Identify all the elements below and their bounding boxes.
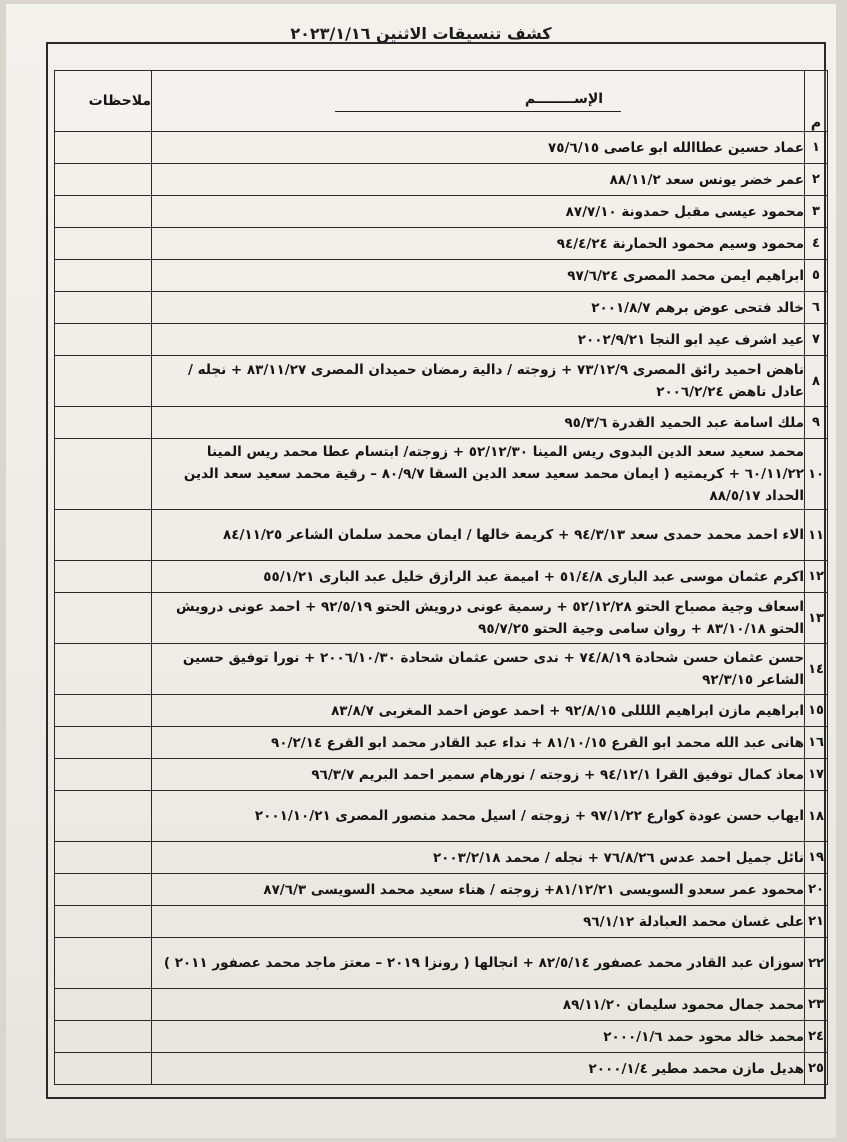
table-row [55, 1053, 828, 1085]
row-name-entry: الاء احمد محمد حمدى سعد ٩٤/٣/١٣ + كريمة خالها / ايمان محمد سلمان الشاعر ٨٤/١١/٢٥ [152, 510, 805, 561]
row-notes [55, 842, 152, 874]
table-row [55, 989, 828, 1021]
row-name-entry: ملك اسامة عبد الحميد القدرة ٩٥/٣/٦ [152, 407, 805, 439]
row-number: ١٠ [805, 439, 828, 510]
row-notes [55, 644, 152, 695]
row-notes [55, 1053, 152, 1085]
header-number: م [805, 71, 828, 132]
paper-sheet [6, 4, 836, 1138]
table-header-row [55, 71, 828, 132]
row-notes [55, 196, 152, 228]
row-number: ١٤ [805, 644, 828, 695]
row-number: ١٣ [805, 593, 828, 644]
row-notes [55, 132, 152, 164]
row-notes [55, 439, 152, 510]
table-row [55, 292, 828, 324]
row-name-entry: سوزان عبد القادر محمد عصفور ٨٢/٥/١٤ + انجالها ( رونزا ٢٠١٩ – معتز ماجد محمد عصفور ٢٠١١ ) [152, 938, 805, 989]
row-number: ٢ [805, 164, 828, 196]
row-name-entry: عماد حسين عطاالله ابو عاصى ٧٥/٦/١٥ [152, 132, 805, 164]
row-number: ١ [805, 132, 828, 164]
table-row [55, 196, 828, 228]
row-number: ٢٥ [805, 1053, 828, 1085]
row-number: ١٩ [805, 842, 828, 874]
row-number: ٥ [805, 260, 828, 292]
row-notes [55, 164, 152, 196]
row-name-entry: ابراهيم مازن ابراهيم اللللى ٩٢/٨/١٥ + احمد عوض احمد المغربى ٨٣/٨/٧ [152, 695, 805, 727]
row-name-entry: محمد خالد محود حمد ٢٠٠٠/١/٦ [152, 1021, 805, 1053]
row-number: ٢٤ [805, 1021, 828, 1053]
table-row [55, 842, 828, 874]
row-name-entry: محمود عيسى مقبل حمدونة ٨٧/٧/١٠ [152, 196, 805, 228]
table-row [55, 260, 828, 292]
row-notes [55, 356, 152, 407]
table-row [55, 439, 828, 510]
row-notes [55, 759, 152, 791]
row-name-entry: اسعاف وجية مصباح الحتو ٥٢/١٢/٢٨ + رسمية عونى درويش الحتو ٩٢/٥/١٩ + احمد عونى درويش الحتو ٨٣/١٠/١٨ + روان سامى وجية الحتو ٩٥/٧/٢٥ [152, 593, 805, 644]
row-number: ٢٠ [805, 874, 828, 906]
table-row [55, 132, 828, 164]
table-row [55, 228, 828, 260]
row-notes [55, 510, 152, 561]
row-number: ٤ [805, 228, 828, 260]
row-number: ٩ [805, 407, 828, 439]
header-name-cell [152, 71, 805, 132]
row-notes [55, 938, 152, 989]
row-number: ١٧ [805, 759, 828, 791]
coordination-table [54, 70, 828, 1085]
row-name-entry: نائل جميل احمد عدس ٧٦/٨/٢٦ + نجله / محمد ٢٠٠٣/٢/١٨ [152, 842, 805, 874]
table-row [55, 593, 828, 644]
row-name-entry: معاذ كمال توفيق القرا ٩٤/١٢/١ + زوجته / نورهام سمير احمد البريم ٩٦/٣/٧ [152, 759, 805, 791]
table-row [55, 324, 828, 356]
row-notes [55, 292, 152, 324]
row-name-entry: حسن عثمان حسن شحادة ٧٤/٨/١٩ + ندى حسن عثمان شحادة ٢٠٠٦/١٠/٣٠ + نورا توفيق حسين الشاعر ٩٢/٣/١٥ [152, 644, 805, 695]
row-number: ٨ [805, 356, 828, 407]
row-number: ٢٣ [805, 989, 828, 1021]
row-notes [55, 989, 152, 1021]
table-row [55, 759, 828, 791]
row-number: ١٨ [805, 791, 828, 842]
row-notes [55, 1021, 152, 1053]
row-name-entry: عمر خضر يونس سعد ٨٨/١١/٢ [152, 164, 805, 196]
row-name-entry: محمود عمر سعدو السويسى ٨١/١٢/٢١+ زوجته / هناء سعيد محمد السويسى ٨٧/٦/٣ [152, 874, 805, 906]
row-name-entry: ايهاب حسن عودة كوارع ٩٧/١/٢٢ + زوجته / اسيل محمد منصور المصرى ٢٠٠١/١٠/٢١ [152, 791, 805, 842]
table-row [55, 695, 828, 727]
row-number: ٧ [805, 324, 828, 356]
row-name-entry: عيد اشرف عيد ابو النجا ٢٠٠٢/٩/٢١ [152, 324, 805, 356]
row-name-entry: ناهض احميد رائق المصرى ٧٣/١٢/٩ + زوجته / دالية رمضان حميدان المصرى ٨٣/١١/٢٧ + نجله / عادل ناهض ٢٠٠٦/٢/٢٤ [152, 356, 805, 407]
row-notes [55, 791, 152, 842]
row-number: ٢١ [805, 906, 828, 938]
table-row [55, 407, 828, 439]
row-notes [55, 695, 152, 727]
row-name-entry: محمد سعيد سعد الدين البدوى ريس المينا ٥٢/١٢/٣٠ + زوجته/ ابتسام عطا محمد ريس المينا ٦٠/١١/٢٢ + كريمتيه ( ايمان محمد سعيد سعد الدين السقا ٨٠/٩/٧ – رقية محمد سعيد سعد الدين الحداد ٨٨/٥/١٧ [152, 439, 805, 510]
table-row [55, 561, 828, 593]
row-number: ١١ [805, 510, 828, 561]
header-name: الإســــــــم [335, 91, 621, 112]
row-name-entry: ابراهيم ايمن محمد المصرى ٩٧/٦/٢٤ [152, 260, 805, 292]
row-notes [55, 561, 152, 593]
row-name-entry: محمد جمال محمود سليمان ٨٩/١١/٢٠ [152, 989, 805, 1021]
table-row [55, 644, 828, 695]
table-body [55, 132, 828, 1085]
header-notes: ملاحظات [55, 71, 152, 132]
table-row [55, 510, 828, 561]
table-row [55, 1021, 828, 1053]
row-name-entry: خالد فتحى عوض برهم ٢٠٠١/٨/٧ [152, 292, 805, 324]
row-notes [55, 906, 152, 938]
row-number: ١٢ [805, 561, 828, 593]
row-notes [55, 260, 152, 292]
table-frame [46, 42, 826, 1099]
row-number: ٣ [805, 196, 828, 228]
row-notes [55, 407, 152, 439]
document-title: كشف تنسيقات الاثنين ٢٠٢٣/١/١٦ [290, 24, 552, 43]
row-notes [55, 324, 152, 356]
row-name-entry: اكرم عثمان موسى عبد البارى ٥١/٤/٨ + اميمة عبد الرازق خليل عبد البارى ٥٥/١/٢١ [152, 561, 805, 593]
table-row [55, 938, 828, 989]
table-row [55, 906, 828, 938]
row-notes [55, 228, 152, 260]
row-number: ٦ [805, 292, 828, 324]
row-name-entry: هديل مازن محمد مطير ٢٠٠٠/١/٤ [152, 1053, 805, 1085]
row-number: ٢٢ [805, 938, 828, 989]
row-notes [55, 874, 152, 906]
row-name-entry: هانى عبد الله محمد ابو القرع ٨١/١٠/١٥ + نداء عبد القادر محمد ابو القرع ٩٠/٢/١٤ [152, 727, 805, 759]
row-name-entry: على غسان محمد العبادلة ٩٦/١/١٢ [152, 906, 805, 938]
row-name-entry: محمود وسيم محمود الحمارنة ٩٤/٤/٢٤ [152, 228, 805, 260]
row-number: ١٦ [805, 727, 828, 759]
table-row [55, 791, 828, 842]
table-row [55, 164, 828, 196]
table-row [55, 356, 828, 407]
row-notes [55, 593, 152, 644]
table-row [55, 727, 828, 759]
table-row [55, 874, 828, 906]
row-number: ١٥ [805, 695, 828, 727]
row-notes [55, 727, 152, 759]
